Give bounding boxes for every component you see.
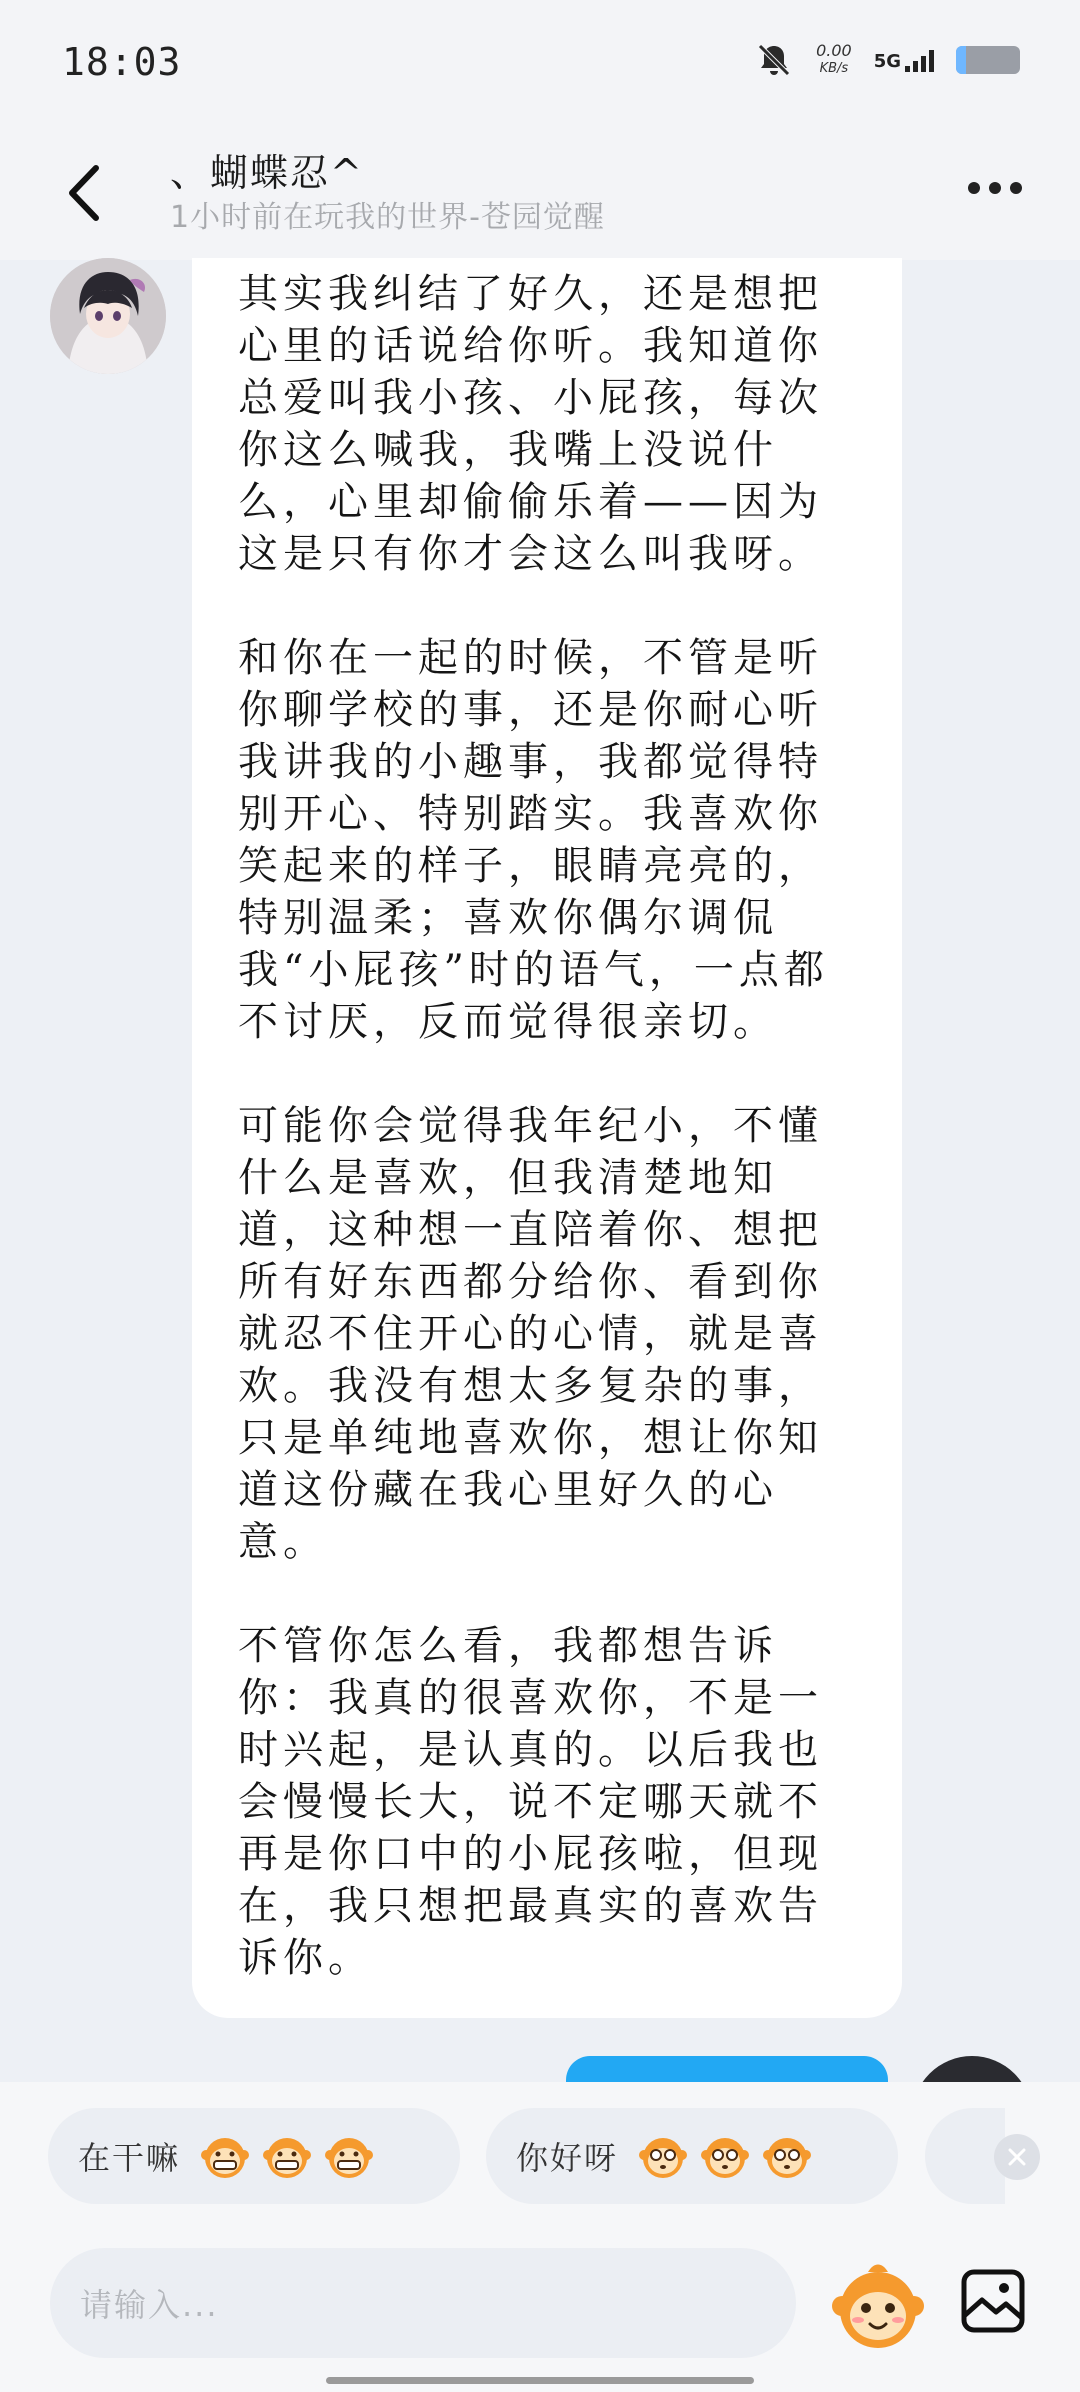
monkey-emoji-icon [200, 2131, 250, 2181]
bottom-bar [0, 2082, 1080, 2392]
back-arrow-icon[interactable] [60, 158, 110, 228]
status-bar [0, 0, 1080, 130]
battery-icon [956, 46, 1020, 74]
monkey-emoji-icon [324, 2131, 374, 2181]
net-speed-unit: KB/s [819, 61, 849, 76]
close-icon[interactable] [994, 2134, 1040, 2180]
status-time: 18:03 [62, 40, 182, 84]
home-indicator[interactable] [326, 2377, 754, 2384]
emoji-panel-icon[interactable] [830, 2258, 926, 2354]
anime-portrait-icon [50, 258, 166, 374]
message-bubble[interactable] [192, 258, 902, 2018]
message-paragraph: 和你在一起的时候，不管是听你聊学校的事，还是你耐心听我讲我的小趣事，我都觉得特别开心、特别踏实。我喜欢你笑起来的样子，眼睛亮亮的，特别温柔；喜欢你偶尔调侃我“小屁孩”时的语气，一点都不讨厌，反而觉得很亲切。 [238, 635, 829, 1045]
contact-name[interactable]: 、蝴蝶忍^ [170, 151, 364, 195]
status-icons [754, 40, 1020, 80]
image-icon[interactable] [958, 2266, 1028, 2336]
net-speed-value: 0.00 [816, 41, 852, 60]
chat-header [0, 130, 1080, 260]
quick-reply-label: 在干嘛 [78, 2139, 181, 2177]
signal-icon [874, 48, 934, 72]
message-input[interactable] [50, 2248, 796, 2358]
message-paragraph: 其实我纠结了好久，还是想把心里的话说给你听。我知道你总爱叫我小孩、小屁孩，每次你这么喊我，我嘴上没说什么，心里却偷偷乐着——因为这是只有你才会这么叫我呀。 [238, 271, 823, 577]
monkey-emoji-icon [700, 2131, 750, 2181]
message-paragraph: 不管你怎么看，我都想告诉你：我真的很喜欢你，不是一时兴起，是认真的。以后我也会慢慢长大，说不定哪天就不再是你口中的小屁孩啦，但现在，我只想把最真实的喜欢告诉你。 [238, 1623, 823, 1981]
quick-reply-chip[interactable] [486, 2108, 898, 2204]
more-options-icon[interactable] [968, 182, 1022, 194]
monkey-emoji-icon [762, 2131, 812, 2181]
bell-mute-icon [754, 40, 794, 80]
network-type: 5G [873, 51, 901, 72]
monkey-emoji-icon [262, 2131, 312, 2181]
quick-reply-chip-partial[interactable] [925, 2108, 1005, 2204]
contact-avatar[interactable] [50, 258, 166, 374]
message-paragraph: 可能你会觉得我年纪小，不懂什么是喜欢，但我清楚地知道，这种想一直陪着你、想把所有好东西都分给你、看到你就忍不住开心的心情，就是喜欢。我没有想太多复杂的事，只是单纯地喜欢你，想让你知道这份藏在我心里好久的心意。 [238, 1103, 823, 1565]
quick-reply-chip[interactable] [48, 2108, 460, 2204]
monkey-emoji-icon [638, 2131, 688, 2181]
contact-status: 1小时前在玩我的世界-苍园觉醒 [170, 200, 605, 235]
message-input-placeholder: 请输入... [80, 2286, 219, 2324]
quick-reply-label: 你好呀 [516, 2139, 619, 2177]
net-speed [816, 42, 852, 78]
